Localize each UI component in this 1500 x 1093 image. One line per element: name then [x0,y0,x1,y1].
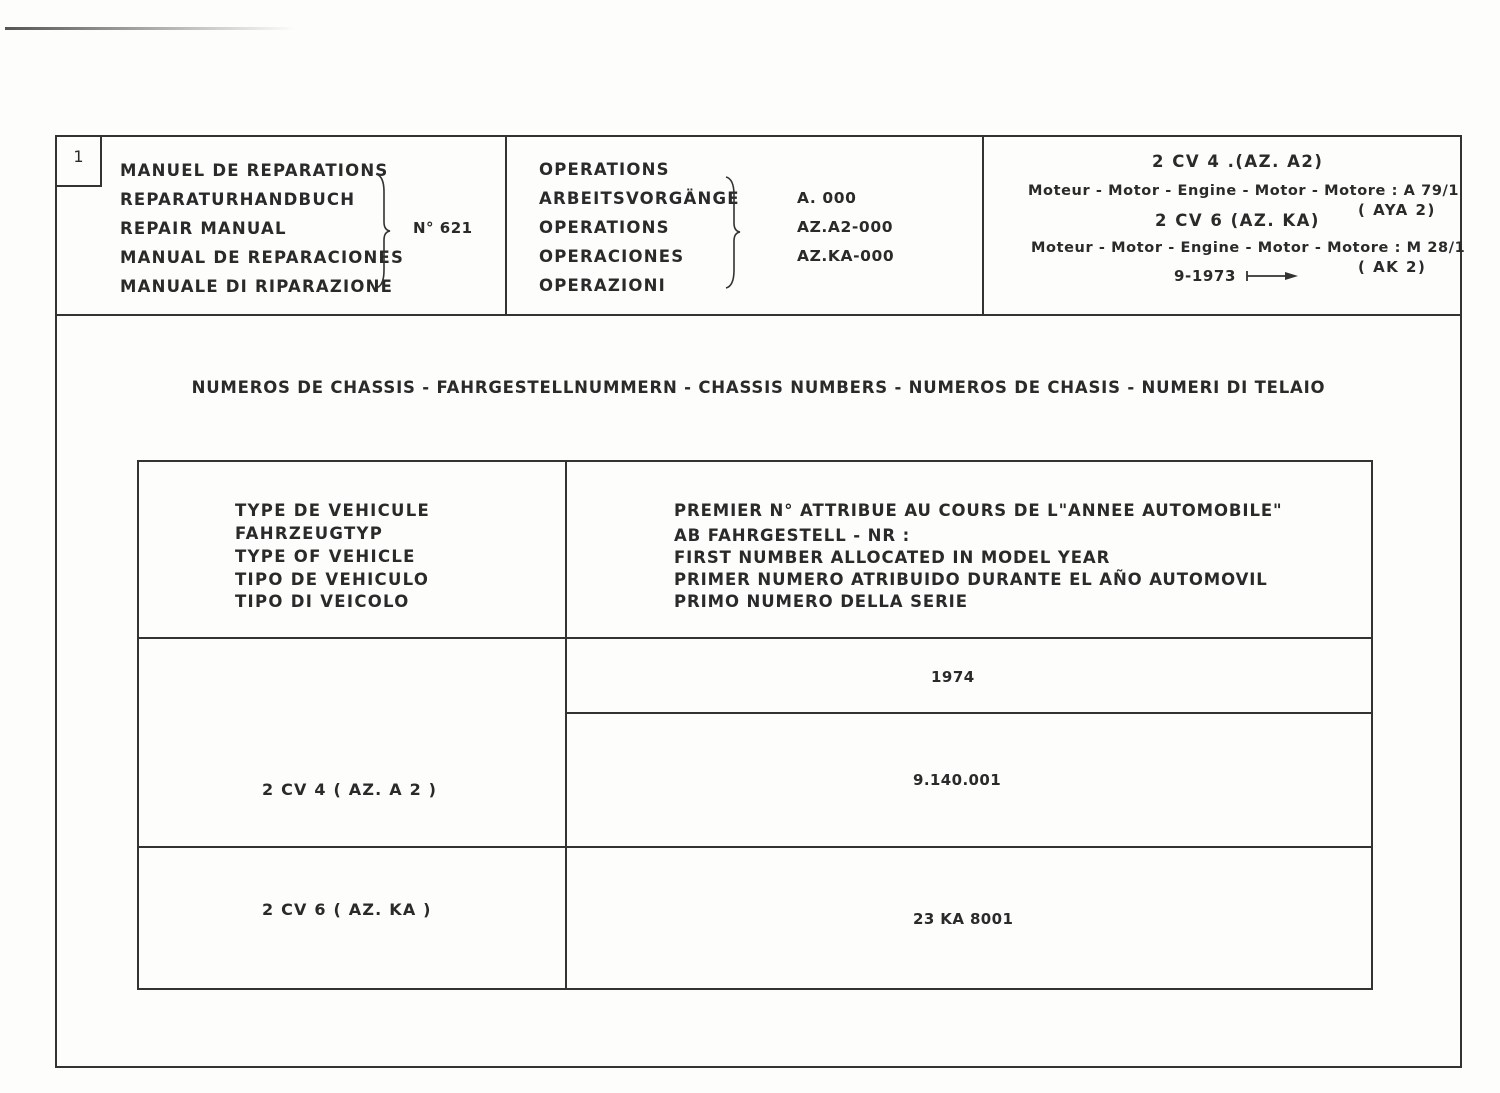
header-column-divider-2 [982,135,984,315]
arrow-right-icon [1245,266,1300,286]
manual-title-en: REPAIR MANUAL [120,219,287,238]
engine-code-2: ( AK 2) [1358,258,1427,276]
type-header-fr: TYPE DE VEHICULE [235,501,431,520]
operation-code-2: AZ.A2-000 [797,218,894,236]
curly-brace-icon [372,172,394,290]
page-number: 1 [55,135,102,187]
type-header-es: TIPO DE VEHICULO [235,570,430,589]
header-column-divider-1 [505,135,507,315]
operation-code-1: A. 000 [797,189,857,207]
table-row-divider [137,846,1373,848]
number-header-es: PRIMER NUMERO ATRIBUIDO DURANTE EL AÑO AUTOMOVIL [674,570,1268,589]
manual-title-fr: MANUEL DE REPARATIONS [120,161,389,180]
operation-code-3: AZ.KA-000 [797,247,895,265]
number-header-en: FIRST NUMBER ALLOCATED IN MODEL YEAR [674,548,1111,567]
manual-title-de: REPARATURHANDBUCH [120,190,356,209]
date-from: 9-1973 [1174,267,1237,285]
row-2-type: 2 CV 6 ( AZ. KA ) [262,900,432,919]
row-2-number: 23 KA 8001 [913,910,1014,928]
number-header-it: PRIMO NUMERO DELLA SERIE [674,592,968,611]
number-header-de: AB FAHRGESTELL - NR : [674,526,911,545]
model-year: 1974 [931,668,975,686]
type-header-it: TIPO DI VEICOLO [235,592,410,611]
type-header-de: FAHRZEUGTYP [235,524,384,543]
engine-code-1: ( AYA 2) [1358,201,1436,219]
operations-label-de: ARBEITSVORGÄNGE [539,189,740,208]
table-column-divider [565,460,567,990]
vehicle-model-1: 2 CV 4 .(AZ. A2) [1152,152,1324,171]
number-header-fr: PREMIER N° ATTRIBUE AU COURS DE L"ANNEE AUTOMOBILE" [674,501,1283,520]
scan-artifact-line [5,27,295,30]
vehicle-model-2: 2 CV 6 (AZ. KA) [1155,211,1320,230]
table-header-divider [137,637,1373,639]
header-divider [55,314,1462,316]
manual-number: N° 621 [413,219,473,237]
curly-brace-icon [722,175,744,290]
engine-line-1: Moteur - Motor - Engine - Motor - Motore : A 79/1 [1028,183,1460,199]
section-title: NUMEROS DE CHASSIS - FAHRGESTELLNUMMERN - CHASSIS NUMBERS - NUMEROS DE CHASIS - NUMERI DI TELAIO [191,378,1326,397]
row-1-type: 2 CV 4 ( AZ. A 2 ) [262,780,438,799]
table-year-divider [565,712,1373,714]
operations-label-es: OPERACIONES [539,247,685,266]
operations-label-it: OPERAZIONI [539,276,666,295]
row-1-number: 9.140.001 [913,771,1002,789]
operations-label-en: OPERATIONS [539,218,670,237]
engine-line-2: Moteur - Motor - Engine - Motor - Motore : M 28/1 [1031,240,1466,256]
manual-title-es: MANUAL DE REPARACIONES [120,248,405,267]
type-header-en: TYPE OF VEHICLE [235,547,416,566]
operations-label-fr: OPERATIONS [539,160,670,179]
manual-title-it: MANUALE DI RIPARAZIONE [120,277,394,296]
